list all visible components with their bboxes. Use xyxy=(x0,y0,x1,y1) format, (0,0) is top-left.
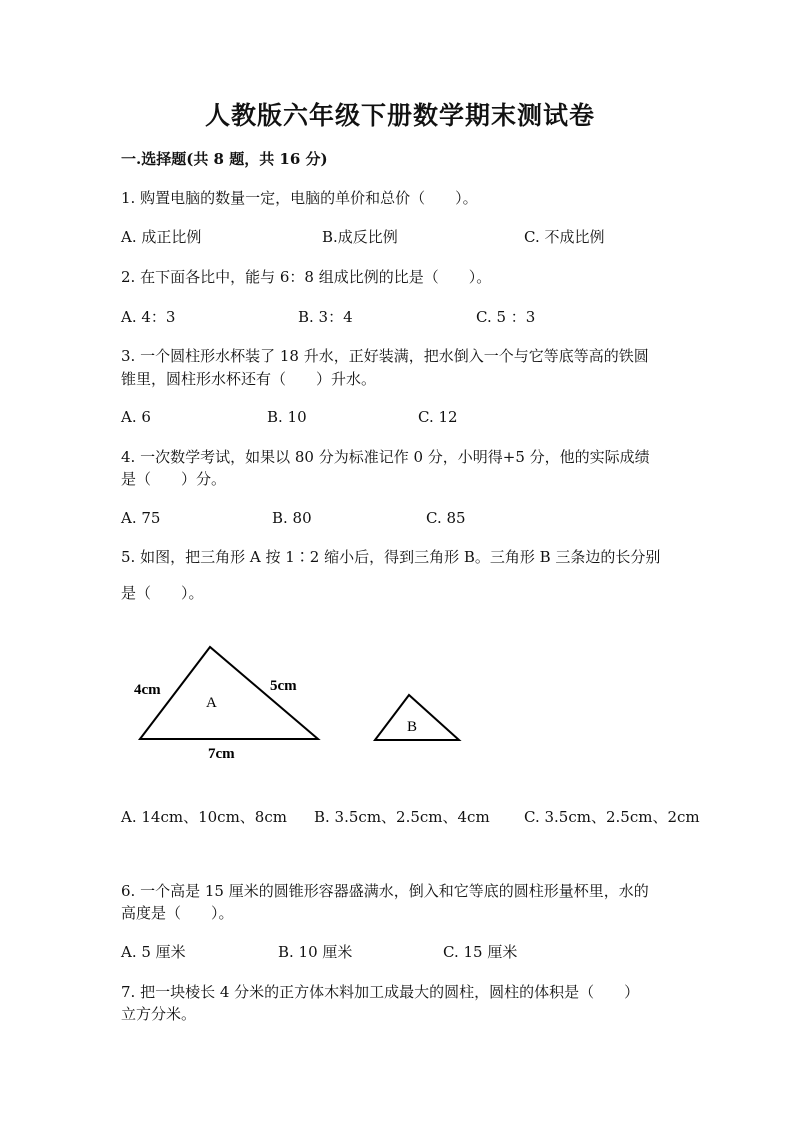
question-5-line-1: 5. 如图，把三角形 A 按 1∶2 缩小后，得到三角形 B。三角形 B 三条边的长分别 xyxy=(121,548,661,566)
q1-option-c: C. 不成比例 xyxy=(524,228,605,246)
question-4-line-1: 4. 一次数学考试，如果以 80 分为标准记作 0 分，小明得+5 分，他的实际成绩 xyxy=(121,448,650,466)
question-7-line-2: 立方分米。 xyxy=(121,1005,197,1023)
question-3-line-1: 3. 一个圆柱形水杯装了 18 升水，正好装满，把水倒入一个与它等底等高的铁圆 xyxy=(121,347,649,365)
question-3-line-2: 锥里，圆柱形水杯还有（ ）升水。 xyxy=(121,370,377,388)
q6-option-a: A. 5 厘米 xyxy=(121,943,186,961)
question-7-line-1: 7. 把一块棱长 4 分米的正方体木料加工成最大的圆柱，圆柱的体积是（ ） xyxy=(121,983,640,1001)
question-6-line-2: 高度是（ ）。 xyxy=(121,904,234,922)
triangle-a-base-label: 7cm xyxy=(208,746,235,762)
q3-option-b: B. 10 xyxy=(267,408,307,426)
q2-option-b: B. 3：4 xyxy=(298,308,353,326)
triangle-figure xyxy=(120,635,480,775)
q5-option-c: C. 3.5cm、2.5cm、2cm xyxy=(524,808,700,826)
q1-option-a: A. 成正比例 xyxy=(121,228,202,246)
q4-option-c: C. 85 xyxy=(426,509,466,527)
q2-option-c: C. 5 ：3 xyxy=(476,308,536,326)
q5-option-b: B. 3.5cm、2.5cm、4cm xyxy=(314,808,490,826)
q3-option-a: A. 6 xyxy=(121,408,151,426)
q6-option-b: B. 10 厘米 xyxy=(278,943,353,961)
page-title: 人教版六年级下册数学期末测试卷 xyxy=(204,101,595,130)
question-4-line-2: 是（ ）分。 xyxy=(121,470,227,488)
section-heading: 一.选择题(共 8 题，共 16 分) xyxy=(121,150,328,168)
q1-option-b: B.成反比例 xyxy=(322,228,398,246)
q3-option-c: C. 12 xyxy=(418,408,458,426)
question-1: 1. 购置电脑的数量一定，电脑的单价和总价（ ）。 xyxy=(121,189,478,207)
q2-option-a: A. 4：3 xyxy=(121,308,176,326)
triangle-a-left-side-label: 4cm xyxy=(134,682,161,698)
q4-option-b: B. 80 xyxy=(272,509,312,527)
question-5-line-2: 是（ ）。 xyxy=(121,584,204,602)
question-2: 2. 在下面各比中，能与 6：8 组成比例的比是（ ）。 xyxy=(121,268,492,286)
q4-option-a: A. 75 xyxy=(121,509,161,527)
question-6-line-1: 6. 一个高是 15 厘米的圆锥形容器盛满水，倒入和它等底的圆柱形量杯里，水的 xyxy=(121,882,649,900)
triangle-a-right-side-label: 5cm xyxy=(270,678,297,694)
triangle-a-label: A xyxy=(206,695,217,711)
q6-option-c: C. 15 厘米 xyxy=(443,943,518,961)
q5-option-a: A. 14cm、10cm、8cm xyxy=(121,808,287,826)
triangle-b-label: B xyxy=(407,719,418,735)
